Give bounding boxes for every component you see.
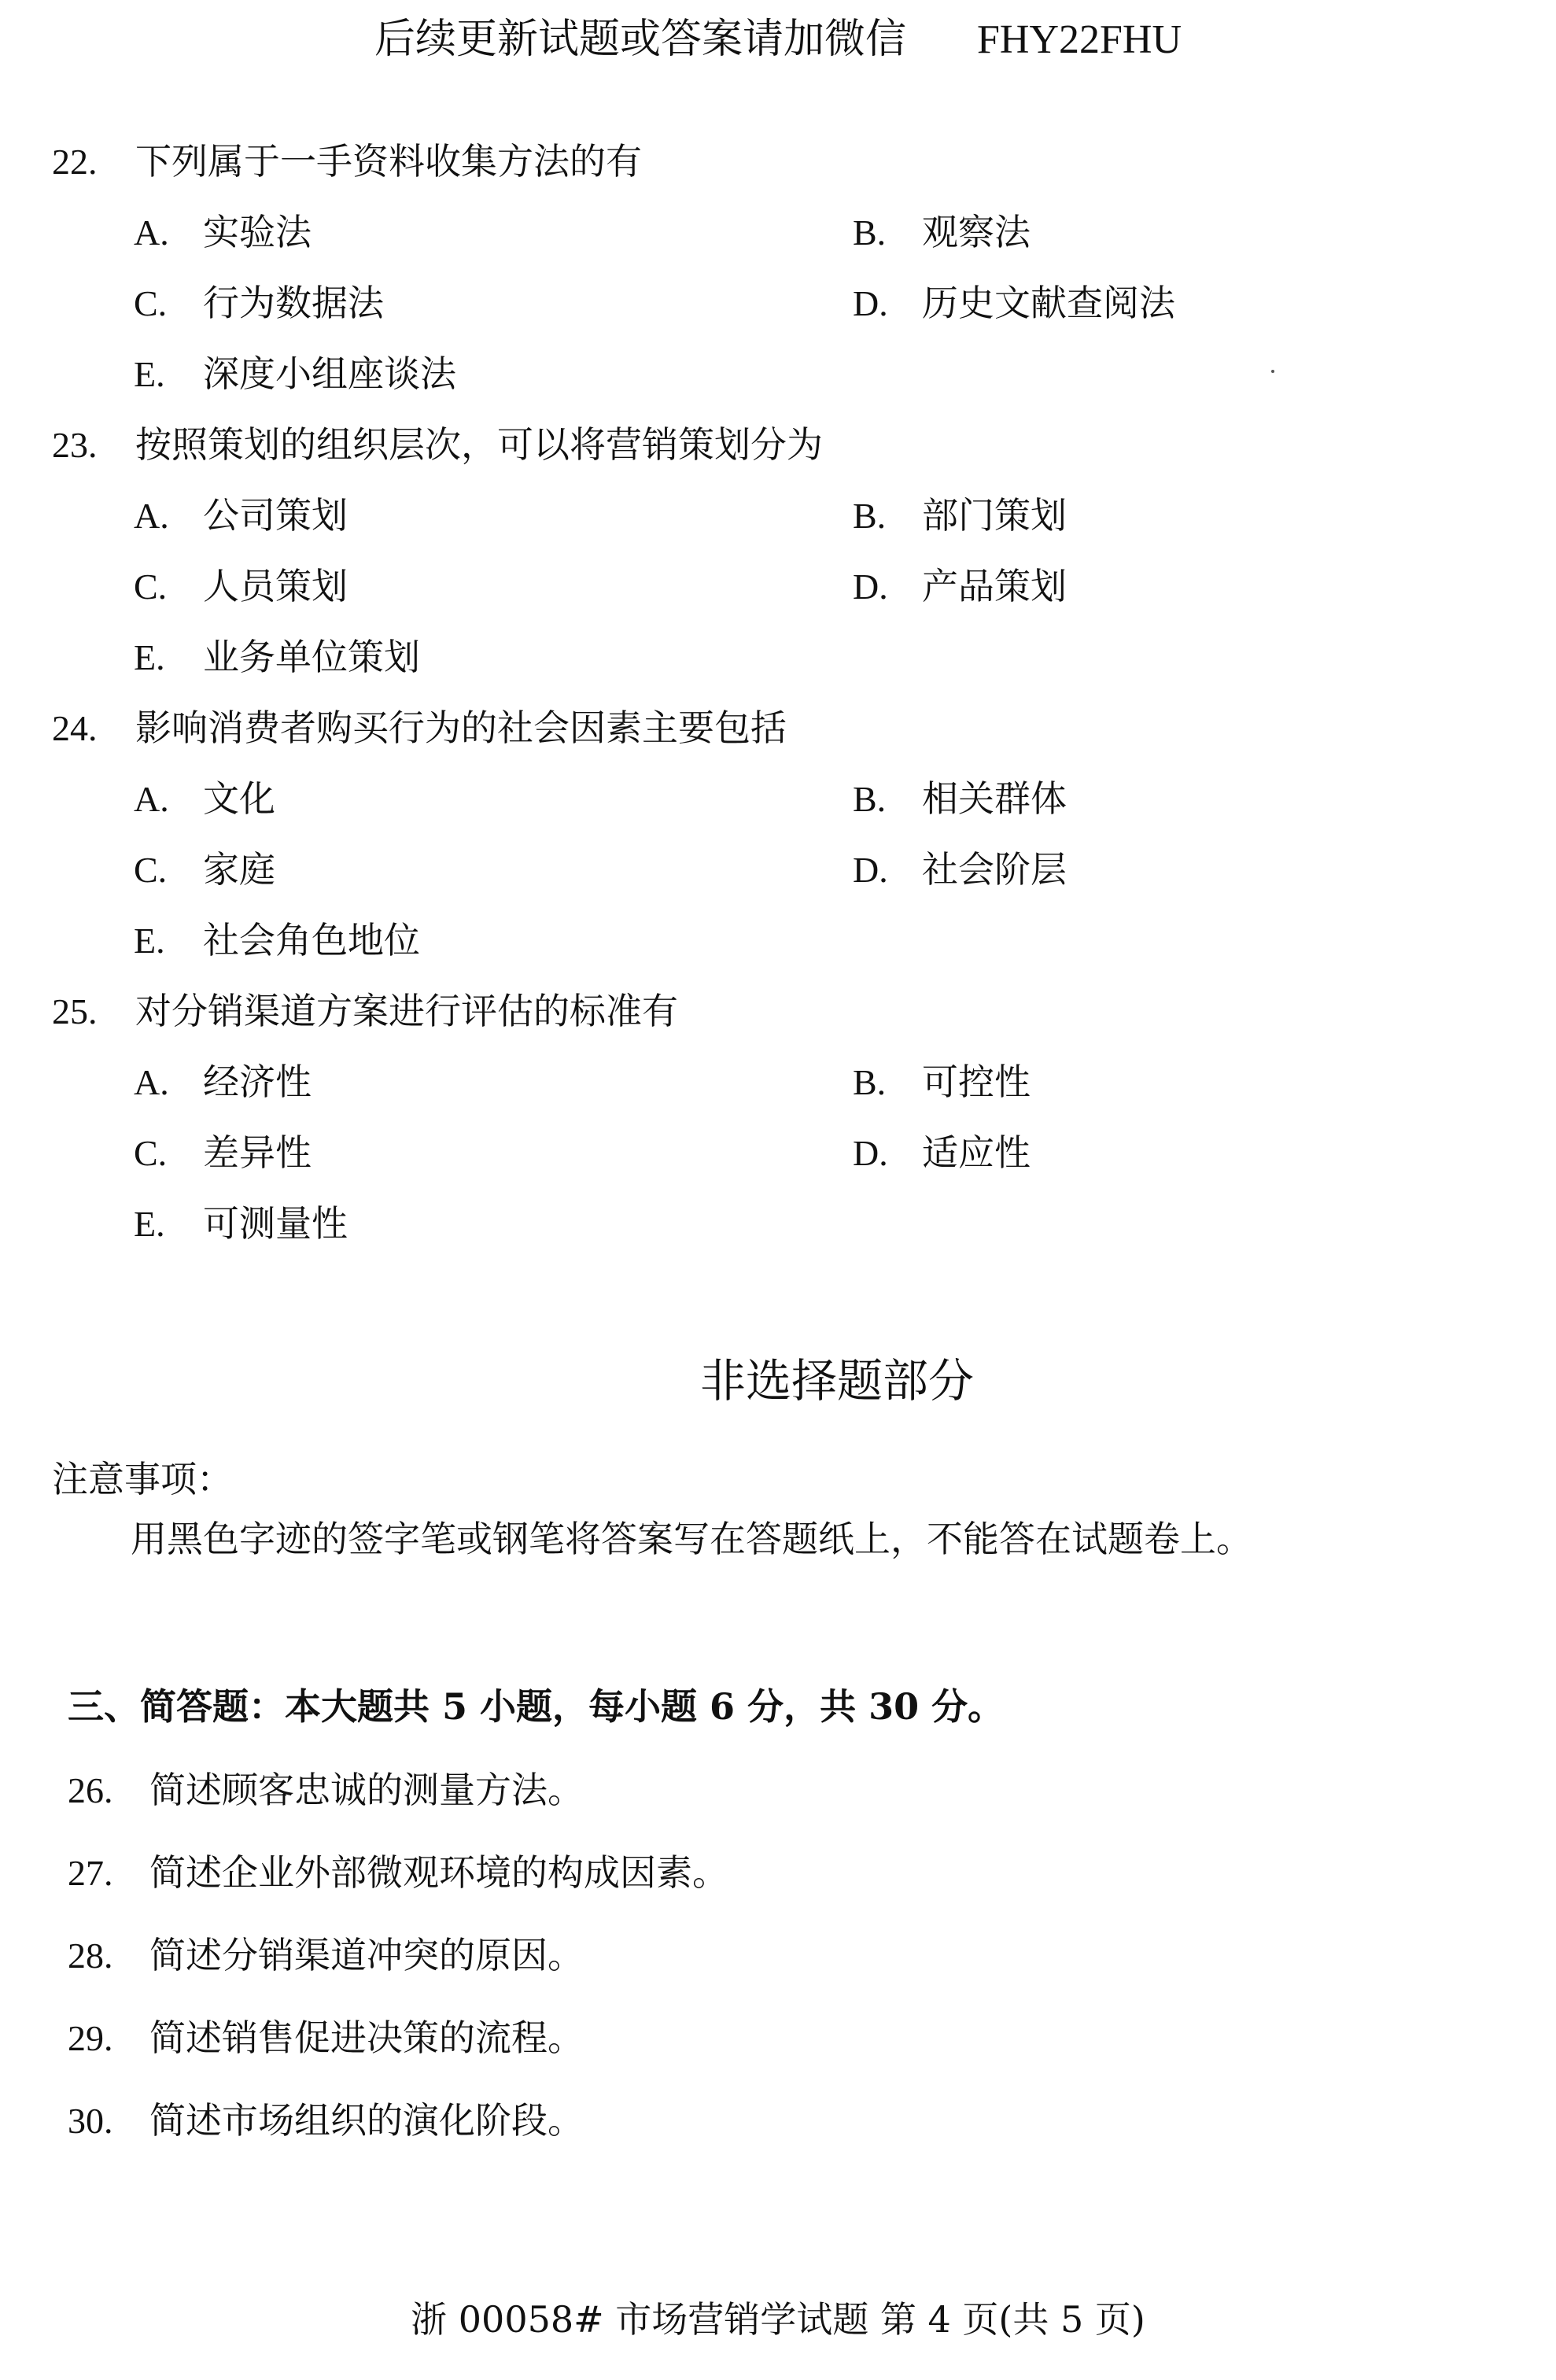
option-text: 深度小组座谈法 [203,352,456,395]
option-letter: A. [134,496,169,536]
question-stem [52,409,1499,481]
option-a [134,1046,312,1118]
option-c [134,551,348,622]
option-letter: B. [853,212,887,253]
question-number: 23. [52,425,98,465]
option-c [134,268,384,339]
question-number: 28. [68,1935,113,1976]
option-c [134,834,275,906]
option-letter: E. [134,637,165,677]
option-letter: D. [853,283,888,323]
header-note-text: 后续更新试题或答案请加微信 [374,16,906,63]
question-number: 30. [68,2101,113,2141]
question-number: 25. [52,991,98,1031]
short-question-26 [68,1755,584,1826]
short-question-28 [68,1920,584,1991]
option-letter: A. [134,779,169,819]
option-text: 差异性 [203,1131,312,1174]
option-b [853,1046,1031,1118]
scan-speck [1271,370,1274,373]
option-text: 可控性 [922,1061,1031,1103]
option-text: 历史文献查阅法 [922,282,1175,324]
option-letter: B. [853,1062,887,1102]
option-text: 实验法 [203,211,312,253]
option-text: 社会角色地位 [203,919,420,961]
question-number: 27. [68,1853,113,1893]
header-code: FHY22FHU [976,17,1182,62]
question-text: 简述企业外部微观环境的构成因素。 [149,1851,728,1894]
option-b [853,763,1067,835]
short-answer-heading: 三、简答题：本大题共 5 小题，每小题 6 分，共 30 分。 [68,1685,1005,1728]
option-letter: E. [134,1204,165,1244]
watermark-header [0,8,1556,72]
question-text: 影响消费者购买行为的社会因素主要包括 [135,707,787,749]
option-letter: A. [134,212,169,253]
option-letter: C. [134,283,168,323]
option-letter: B. [853,779,887,819]
option-e [134,622,420,693]
option-text: 经济性 [203,1061,312,1103]
option-text: 家庭 [203,848,275,891]
notice-label: 注意事项： [52,1458,233,1500]
question-number: 29. [68,2018,113,2058]
option-d [853,834,1067,906]
question-text: 简述顾客忠诚的测量方法。 [149,1769,584,1811]
question-text: 简述市场组织的演化阶段。 [149,2099,584,2142]
page-footer: 浙 00058# 市场营销学试题 第 4 页(共 5 页) [411,2298,1145,2341]
option-c [134,1117,312,1189]
question-text: 简述分销渠道冲突的原因。 [149,1934,584,1976]
option-letter: A. [134,1062,169,1102]
question-23 [52,409,1499,678]
option-letter: D. [853,850,888,890]
option-letter: D. [853,1133,888,1173]
option-d [853,268,1175,339]
question-text: 下列属于一手资料收集方法的有 [135,140,642,183]
question-stem [52,126,1499,197]
short-question-27 [68,1837,728,1909]
short-question-29 [68,2002,584,2074]
option-b [853,197,1031,268]
option-letter: E. [134,921,165,961]
question-25 [52,976,1499,1245]
option-letter: D. [853,566,888,607]
section-title: 非选择题部分 [699,1354,974,1408]
option-a [134,197,312,268]
question-number: 26. [68,1770,113,1810]
option-letter: C. [134,850,168,890]
option-text: 产品策划 [922,565,1067,607]
option-e [134,1188,348,1260]
option-text: 业务单位策划 [203,636,420,678]
question-number: 22. [52,142,98,182]
option-text: 公司策划 [203,494,348,537]
question-number: 24. [52,708,98,748]
option-e [134,338,456,410]
question-text: 按照策划的组织层次，可以将营销策划分为 [135,423,823,466]
option-e [134,905,420,976]
option-d [853,1117,1031,1189]
option-text: 观察法 [922,211,1031,253]
question-text: 对分销渠道方案进行评估的标准有 [135,990,678,1032]
option-text: 相关群体 [922,777,1067,820]
option-a [134,763,275,835]
option-a [134,480,348,552]
option-text: 部门策划 [922,494,1067,537]
notice-text: 用黑色字迹的签字笔或钢笔将答案写在答题纸上，不能答在试题卷上。 [131,1518,1252,1560]
question-24 [52,692,1499,961]
option-text: 人员策划 [203,565,348,607]
option-letter: C. [134,1133,168,1173]
option-text: 文化 [203,777,275,820]
option-text: 行为数据法 [203,282,384,324]
question-stem [52,976,1499,1047]
option-text: 社会阶层 [922,848,1067,891]
option-b [853,480,1067,552]
option-letter: E. [134,354,165,394]
question-22 [52,126,1499,395]
option-text: 适应性 [922,1131,1031,1174]
option-d [853,551,1067,622]
question-stem [52,692,1499,764]
option-letter: C. [134,566,168,607]
option-letter: B. [853,496,887,536]
question-text: 简述销售促进决策的流程。 [149,2017,584,2059]
short-question-30 [68,2085,584,2157]
option-text: 可测量性 [203,1202,348,1245]
